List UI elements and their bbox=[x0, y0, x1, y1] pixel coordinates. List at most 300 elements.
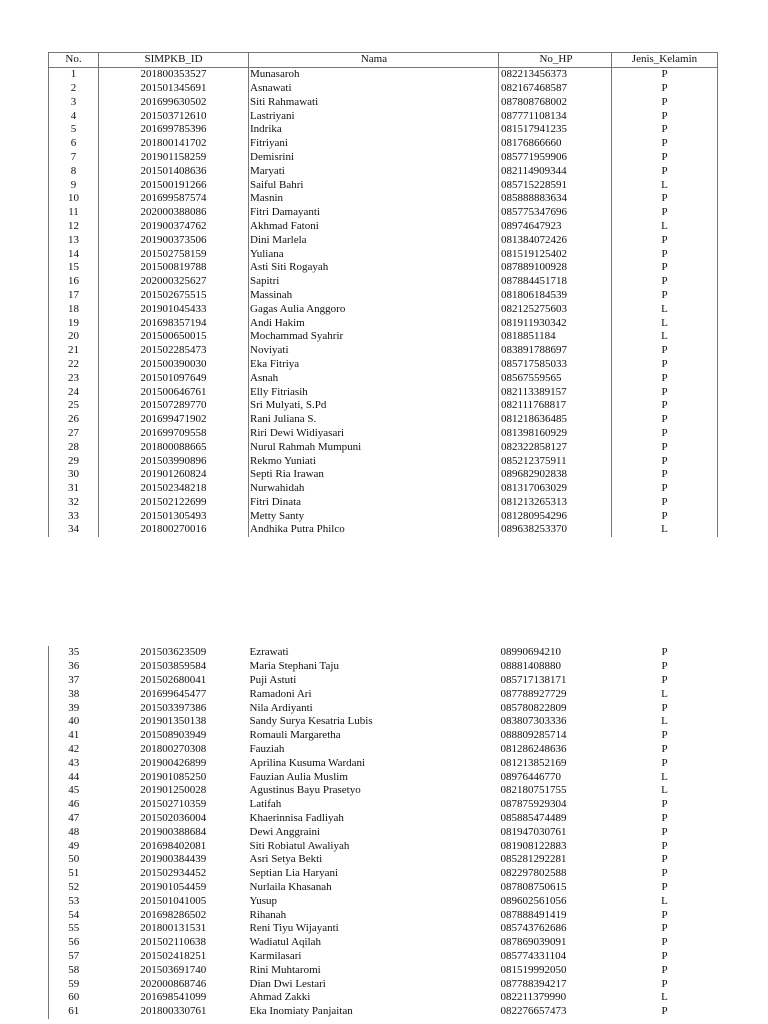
table-row bbox=[49, 220, 718, 234]
cell-nama: Siti Rahmawati bbox=[249, 95, 499, 109]
cell-no: 7 bbox=[49, 151, 99, 165]
table-row bbox=[49, 881, 718, 895]
cell-jenis-kelamin: P bbox=[661, 811, 668, 824]
cell-no-hp: 088809285714 bbox=[500, 729, 567, 742]
cell-no: 36 bbox=[49, 660, 99, 674]
cell-no-hp: 081911930342 bbox=[499, 316, 612, 330]
cell-no-hp: 081384072426 bbox=[499, 233, 612, 247]
cell-no-hp: 085774331104 bbox=[500, 949, 567, 962]
cell-no-hp: 081947030761 bbox=[500, 825, 567, 838]
cell-jenis-kelamin: P bbox=[661, 963, 668, 976]
table-row bbox=[49, 344, 718, 358]
cell-simpkb-id: 201502348218 bbox=[99, 482, 249, 496]
cell-jenis-kelamin: P bbox=[661, 701, 668, 714]
table-row bbox=[49, 67, 718, 81]
cell-nama: Asnawati bbox=[249, 82, 499, 96]
cell-no-hp: 087875929304 bbox=[500, 798, 567, 811]
table-row bbox=[49, 164, 718, 178]
cell-jenis-kelamin: P bbox=[612, 289, 718, 303]
cell-simpkb-id: 201500191266 bbox=[99, 178, 249, 192]
cell-no: 25 bbox=[49, 399, 99, 413]
cell-no-hp: 081519125402 bbox=[499, 247, 612, 261]
cell-nama: Nurlaila Khasanah bbox=[249, 880, 332, 893]
cell-jenis-kelamin: P bbox=[661, 756, 668, 769]
cell-no-hp: 085743762686 bbox=[500, 922, 567, 935]
table-row bbox=[49, 206, 718, 220]
cell-simpkb-id: 201502418251 bbox=[140, 949, 207, 962]
cell-no-hp: 081519992050 bbox=[500, 963, 567, 976]
cell-simpkb-id: 201800270016 bbox=[99, 523, 249, 537]
cell-jenis-kelamin: L bbox=[661, 991, 668, 1004]
cell-simpkb-id: 201901350138 bbox=[140, 715, 207, 728]
cell-nama: Metty Santy bbox=[249, 509, 499, 523]
cell-no: 56 bbox=[49, 936, 99, 950]
cell-simpkb-id: 201698357194 bbox=[99, 316, 249, 330]
cell-simpkb-id: 202000868746 bbox=[140, 977, 207, 990]
cell-jenis-kelamin: P bbox=[612, 233, 718, 247]
table-row bbox=[49, 770, 718, 784]
cell-simpkb-id: 201503712610 bbox=[99, 109, 249, 123]
cell-simpkb-id: 201500646761 bbox=[99, 385, 249, 399]
cell-no-hp: 081213852169 bbox=[500, 756, 567, 769]
table-row bbox=[49, 316, 718, 330]
cell-simpkb-id: 201502758159 bbox=[99, 247, 249, 261]
cell-nama: Fitri Damayanti bbox=[249, 206, 499, 220]
cell-simpkb-id: 201507289770 bbox=[99, 399, 249, 413]
cell-jenis-kelamin: P bbox=[661, 742, 668, 755]
cell-no-hp: 087869039091 bbox=[500, 936, 567, 949]
cell-no: 30 bbox=[49, 468, 99, 482]
cell-no-hp: 085888883634 bbox=[499, 192, 612, 206]
cell-jenis-kelamin: P bbox=[661, 880, 668, 893]
cell-simpkb-id: 201901260824 bbox=[99, 468, 249, 482]
cell-nama: Rekmo Yuniati bbox=[249, 454, 499, 468]
cell-simpkb-id: 201501408636 bbox=[99, 164, 249, 178]
cell-simpkb-id: 201699630502 bbox=[99, 95, 249, 109]
cell-jenis-kelamin: P bbox=[612, 496, 718, 510]
cell-nama: Demisrini bbox=[249, 151, 499, 165]
cell-no: 6 bbox=[49, 137, 99, 151]
cell-no: 52 bbox=[49, 881, 99, 895]
cell-no: 35 bbox=[49, 646, 99, 660]
table-row bbox=[49, 963, 718, 977]
cell-no: 21 bbox=[49, 344, 99, 358]
cell-jenis-kelamin: L bbox=[612, 220, 718, 234]
cell-simpkb-id: 201501097649 bbox=[99, 371, 249, 385]
cell-nama: Puji Astuti bbox=[249, 673, 297, 686]
cell-simpkb-id: 201900388684 bbox=[140, 825, 207, 838]
cell-nama: Siti Robiatul Awaliyah bbox=[249, 839, 350, 852]
cell-no-hp: 085775347696 bbox=[499, 206, 612, 220]
cell-simpkb-id: 201698402081 bbox=[140, 839, 207, 852]
cell-jenis-kelamin: P bbox=[612, 468, 718, 482]
table-row bbox=[49, 784, 718, 798]
cell-jenis-kelamin: P bbox=[612, 344, 718, 358]
cell-nama: Asti Siti Rogayah bbox=[249, 261, 499, 275]
table-row bbox=[49, 509, 718, 523]
cell-no: 3 bbox=[49, 95, 99, 109]
cell-no-hp: 081317063029 bbox=[499, 482, 612, 496]
cell-jenis-kelamin: P bbox=[612, 137, 718, 151]
cell-nama: Indrika bbox=[249, 123, 499, 137]
cell-no: 48 bbox=[49, 825, 99, 839]
cell-nama: Mochammad Syahrir bbox=[249, 330, 499, 344]
cell-simpkb-id: 201502110638 bbox=[140, 936, 207, 949]
cell-jenis-kelamin: P bbox=[612, 454, 718, 468]
cell-no-hp: 085715228591 bbox=[499, 178, 612, 192]
cell-no-hp: 081286248636 bbox=[500, 742, 567, 755]
cell-nama: Gagas Aulia Anggoro bbox=[249, 302, 499, 316]
table-row bbox=[49, 743, 718, 757]
cell-no-hp: 087884451718 bbox=[499, 275, 612, 289]
cell-nama: Saiful Bahri bbox=[249, 178, 499, 192]
cell-nama: Septian Lia Haryani bbox=[249, 867, 339, 880]
cell-no: 50 bbox=[49, 853, 99, 867]
cell-simpkb-id: 201501305493 bbox=[99, 509, 249, 523]
table-row bbox=[49, 454, 718, 468]
cell-jenis-kelamin: P bbox=[661, 1005, 668, 1018]
cell-no: 40 bbox=[49, 715, 99, 729]
cell-no: 49 bbox=[49, 839, 99, 853]
cell-simpkb-id: 201502675515 bbox=[99, 289, 249, 303]
cell-no: 19 bbox=[49, 316, 99, 330]
cell-no-hp: 081213265313 bbox=[499, 496, 612, 510]
cell-no: 57 bbox=[49, 950, 99, 964]
table-row bbox=[49, 440, 718, 454]
cell-nama: Maryati bbox=[249, 164, 499, 178]
header-jenis-kelamin: Jenis_Kelamin bbox=[612, 53, 718, 68]
cell-nama: Nurul Rahmah Mumpuni bbox=[249, 440, 499, 454]
cell-no: 41 bbox=[49, 729, 99, 743]
cell-nama: Nila Ardiyanti bbox=[249, 701, 313, 714]
cell-nama: Asnah bbox=[249, 371, 499, 385]
cell-no: 10 bbox=[49, 192, 99, 206]
cell-no: 46 bbox=[49, 798, 99, 812]
cell-nama: Sri Mulyati, S.Pd bbox=[249, 399, 499, 413]
table-row bbox=[49, 756, 718, 770]
cell-no-hp: 082114909344 bbox=[499, 164, 612, 178]
cell-simpkb-id: 201503691740 bbox=[140, 963, 207, 976]
cell-simpkb-id: 201901045433 bbox=[99, 302, 249, 316]
cell-no-hp: 082111768817 bbox=[499, 399, 612, 413]
cell-simpkb-id: 201699645477 bbox=[140, 687, 207, 700]
cell-jenis-kelamin: P bbox=[661, 977, 668, 990]
cell-no: 42 bbox=[49, 743, 99, 757]
cell-no: 4 bbox=[49, 109, 99, 123]
cell-no: 15 bbox=[49, 261, 99, 275]
table-row bbox=[49, 950, 718, 964]
cell-no-hp: 082322858127 bbox=[499, 440, 612, 454]
cell-simpkb-id: 201503859584 bbox=[140, 660, 207, 673]
cell-nama: Dewi Anggraini bbox=[249, 825, 321, 838]
table-row bbox=[49, 358, 718, 372]
cell-nama: Maria Stephani Taju bbox=[249, 660, 339, 673]
table-row bbox=[49, 867, 718, 881]
cell-no: 23 bbox=[49, 371, 99, 385]
cell-simpkb-id: 201508903949 bbox=[140, 729, 207, 742]
table-row bbox=[49, 109, 718, 123]
table-row bbox=[49, 371, 718, 385]
cell-no-hp: 085780822809 bbox=[500, 701, 567, 714]
cell-no-hp: 08990694210 bbox=[500, 646, 561, 659]
cell-no: 33 bbox=[49, 509, 99, 523]
table-row bbox=[49, 192, 718, 206]
cell-nama: Fitri Dinata bbox=[249, 496, 499, 510]
cell-nama: Septi Ria Irawan bbox=[249, 468, 499, 482]
cell-no: 17 bbox=[49, 289, 99, 303]
header-simpkb-id: SIMPKB_ID bbox=[99, 53, 249, 68]
table-row bbox=[49, 646, 718, 660]
cell-no-hp: 083807303336 bbox=[500, 715, 567, 728]
cell-no-hp: 087771108134 bbox=[499, 109, 612, 123]
cell-no-hp: 081806184539 bbox=[499, 289, 612, 303]
cell-simpkb-id: 201800141702 bbox=[99, 137, 249, 151]
cell-jenis-kelamin: P bbox=[661, 908, 668, 921]
cell-no-hp: 081398160929 bbox=[499, 427, 612, 441]
table-row bbox=[49, 523, 718, 537]
cell-simpkb-id: 201800353527 bbox=[99, 67, 249, 81]
cell-nama: Dini Marlela bbox=[249, 233, 499, 247]
cell-nama: Ezrawati bbox=[249, 646, 289, 659]
cell-no: 24 bbox=[49, 385, 99, 399]
cell-jenis-kelamin: P bbox=[661, 673, 668, 686]
cell-jenis-kelamin: P bbox=[661, 867, 668, 880]
cell-no-hp: 085281292281 bbox=[500, 853, 567, 866]
cell-no-hp: 08176866660 bbox=[499, 137, 612, 151]
cell-no-hp: 085885474489 bbox=[500, 811, 567, 824]
cell-no: 14 bbox=[49, 247, 99, 261]
cell-no: 58 bbox=[49, 963, 99, 977]
header-no-hp: No_HP bbox=[499, 53, 612, 68]
cell-simpkb-id: 202000388086 bbox=[99, 206, 249, 220]
cell-jenis-kelamin: L bbox=[661, 894, 668, 907]
cell-simpkb-id: 201900384439 bbox=[140, 853, 207, 866]
cell-simpkb-id: 201500650015 bbox=[99, 330, 249, 344]
cell-jenis-kelamin: P bbox=[612, 399, 718, 413]
cell-simpkb-id: 201503397386 bbox=[140, 701, 207, 714]
table-row bbox=[49, 715, 718, 729]
cell-nama: Rani Juliana S. bbox=[249, 413, 499, 427]
cell-jenis-kelamin: P bbox=[661, 798, 668, 811]
header-nama: Nama bbox=[249, 53, 499, 68]
cell-nama: Dian Dwi Lestari bbox=[249, 977, 326, 990]
cell-jenis-kelamin: P bbox=[612, 151, 718, 165]
cell-nama: Nurwahidah bbox=[249, 482, 499, 496]
cell-no: 59 bbox=[49, 977, 99, 991]
cell-jenis-kelamin: P bbox=[661, 936, 668, 949]
cell-no-hp: 08881408880 bbox=[500, 660, 561, 673]
table-row bbox=[49, 798, 718, 812]
cell-simpkb-id: 201502934452 bbox=[140, 867, 207, 880]
cell-no: 16 bbox=[49, 275, 99, 289]
cell-jenis-kelamin: L bbox=[612, 302, 718, 316]
table-row bbox=[49, 289, 718, 303]
cell-simpkb-id: 201699587574 bbox=[99, 192, 249, 206]
table-row bbox=[49, 275, 718, 289]
cell-jenis-kelamin: P bbox=[612, 164, 718, 178]
cell-no-hp: 08567559565 bbox=[499, 371, 612, 385]
cell-jenis-kelamin: L bbox=[661, 784, 668, 797]
table-row bbox=[49, 178, 718, 192]
cell-simpkb-id: 201800270308 bbox=[140, 742, 207, 755]
cell-no: 38 bbox=[49, 687, 99, 701]
cell-no-hp: 082211379990 bbox=[500, 991, 567, 1004]
cell-nama: Andi Hakim bbox=[249, 316, 499, 330]
cell-no: 26 bbox=[49, 413, 99, 427]
cell-jenis-kelamin: P bbox=[661, 853, 668, 866]
cell-nama: Aprilina Kusuma Wardani bbox=[249, 756, 366, 769]
cell-no-hp: 087808768002 bbox=[499, 95, 612, 109]
cell-jenis-kelamin: P bbox=[612, 67, 718, 81]
cell-nama: Khaerinnisa Fadliyah bbox=[249, 811, 344, 824]
table-row bbox=[49, 137, 718, 151]
cell-no: 45 bbox=[49, 784, 99, 798]
cell-jenis-kelamin: P bbox=[661, 839, 668, 852]
cell-simpkb-id: 201502285473 bbox=[99, 344, 249, 358]
table-row bbox=[49, 839, 718, 853]
cell-nama: Ahmad Zakki bbox=[249, 991, 311, 1004]
cell-no: 43 bbox=[49, 756, 99, 770]
cell-no-hp: 081218636485 bbox=[499, 413, 612, 427]
cell-no: 2 bbox=[49, 82, 99, 96]
cell-nama: Massinah bbox=[249, 289, 499, 303]
cell-simpkb-id: 201901158259 bbox=[99, 151, 249, 165]
cell-no: 39 bbox=[49, 701, 99, 715]
cell-nama: Asri Setya Bekti bbox=[249, 853, 323, 866]
cell-simpkb-id: 201698286502 bbox=[140, 908, 207, 921]
cell-nama: Rihanah bbox=[249, 908, 287, 921]
table-row bbox=[49, 413, 718, 427]
cell-jenis-kelamin: L bbox=[612, 178, 718, 192]
cell-jenis-kelamin: P bbox=[661, 922, 668, 935]
cell-no: 53 bbox=[49, 894, 99, 908]
cell-jenis-kelamin: P bbox=[612, 247, 718, 261]
table-row bbox=[49, 385, 718, 399]
cell-no: 31 bbox=[49, 482, 99, 496]
cell-simpkb-id: 201502710359 bbox=[140, 798, 207, 811]
cell-nama: Masnin bbox=[249, 192, 499, 206]
cell-jenis-kelamin: L bbox=[661, 715, 668, 728]
cell-simpkb-id: 201502122699 bbox=[99, 496, 249, 510]
cell-no-hp: 081280954296 bbox=[499, 509, 612, 523]
cell-simpkb-id: 201503623509 bbox=[140, 646, 207, 659]
cell-no-hp: 083891788697 bbox=[499, 344, 612, 358]
table-row bbox=[49, 922, 718, 936]
cell-simpkb-id: 201900426899 bbox=[140, 756, 207, 769]
cell-nama: Rini Muhtaromi bbox=[249, 963, 321, 976]
cell-no: 51 bbox=[49, 867, 99, 881]
table-row bbox=[49, 468, 718, 482]
participant-table-page-2 bbox=[48, 646, 718, 1019]
cell-jenis-kelamin: L bbox=[612, 330, 718, 344]
cell-simpkb-id: 201502036004 bbox=[140, 811, 207, 824]
table-row bbox=[49, 894, 718, 908]
cell-simpkb-id: 201699709558 bbox=[99, 427, 249, 441]
cell-nama: Sapitri bbox=[249, 275, 499, 289]
cell-nama: Fauziah bbox=[249, 742, 285, 755]
cell-simpkb-id: 201900374762 bbox=[99, 220, 249, 234]
cell-no-hp: 087889100928 bbox=[499, 261, 612, 275]
cell-simpkb-id: 201800088665 bbox=[99, 440, 249, 454]
cell-no: 61 bbox=[49, 1005, 99, 1019]
cell-nama: Sandy Surya Kesatria Lubis bbox=[249, 715, 373, 728]
cell-simpkb-id: 201501345691 bbox=[99, 82, 249, 96]
cell-nama: Elly Fitriasih bbox=[249, 385, 499, 399]
cell-nama: Yuliana bbox=[249, 247, 499, 261]
cell-nama: Fitriyani bbox=[249, 137, 499, 151]
cell-no: 44 bbox=[49, 770, 99, 784]
cell-jenis-kelamin: P bbox=[612, 275, 718, 289]
cell-no: 22 bbox=[49, 358, 99, 372]
cell-no: 37 bbox=[49, 674, 99, 688]
cell-no-hp: 082297802588 bbox=[500, 867, 567, 880]
cell-nama: Reni Tiyu Wijayanti bbox=[249, 922, 339, 935]
cell-simpkb-id: 201901054459 bbox=[140, 880, 207, 893]
cell-jenis-kelamin: P bbox=[612, 427, 718, 441]
cell-no-hp: 085212375911 bbox=[499, 454, 612, 468]
cell-simpkb-id: 201900373506 bbox=[99, 233, 249, 247]
table-row bbox=[49, 991, 718, 1005]
cell-no-hp: 081517941235 bbox=[499, 123, 612, 137]
cell-no-hp: 085771959906 bbox=[499, 151, 612, 165]
cell-no: 18 bbox=[49, 302, 99, 316]
table-row bbox=[49, 261, 718, 275]
cell-jenis-kelamin: P bbox=[661, 729, 668, 742]
cell-nama: Wadiatul Aqilah bbox=[249, 936, 322, 949]
cell-no: 47 bbox=[49, 812, 99, 826]
cell-nama: Akhmad Fatoni bbox=[249, 220, 499, 234]
table-row bbox=[49, 95, 718, 109]
cell-jenis-kelamin: P bbox=[612, 95, 718, 109]
cell-no: 32 bbox=[49, 496, 99, 510]
cell-no-hp: 087888491419 bbox=[500, 908, 567, 921]
cell-nama: Eka Fitriya bbox=[249, 358, 499, 372]
cell-no-hp: 089602561056 bbox=[500, 894, 567, 907]
table-row bbox=[49, 687, 718, 701]
cell-simpkb-id: 201699785396 bbox=[99, 123, 249, 137]
cell-nama: Eka Inomiaty Panjaitan bbox=[249, 1005, 353, 1018]
cell-no: 34 bbox=[49, 523, 99, 537]
cell-jenis-kelamin: P bbox=[661, 949, 668, 962]
cell-no: 1 bbox=[49, 67, 99, 81]
cell-no-hp: 087788927729 bbox=[500, 687, 567, 700]
cell-no-hp: 08976446770 bbox=[500, 770, 561, 783]
cell-simpkb-id: 201698541099 bbox=[140, 991, 207, 1004]
table-row bbox=[49, 660, 718, 674]
table-row bbox=[49, 482, 718, 496]
cell-no: 8 bbox=[49, 164, 99, 178]
cell-jenis-kelamin: P bbox=[612, 261, 718, 275]
cell-no-hp: 082125275603 bbox=[499, 302, 612, 316]
table-row bbox=[49, 151, 718, 165]
cell-jenis-kelamin: P bbox=[612, 385, 718, 399]
cell-jenis-kelamin: P bbox=[661, 660, 668, 673]
cell-no: 13 bbox=[49, 233, 99, 247]
cell-no: 28 bbox=[49, 440, 99, 454]
cell-nama: Noviyati bbox=[249, 344, 499, 358]
table-header-row bbox=[49, 53, 718, 68]
cell-no: 12 bbox=[49, 220, 99, 234]
cell-nama: Lastriyani bbox=[249, 109, 499, 123]
cell-simpkb-id: 201901250028 bbox=[140, 784, 207, 797]
table-row bbox=[49, 82, 718, 96]
table-row bbox=[49, 123, 718, 137]
table-row bbox=[49, 1005, 718, 1019]
cell-simpkb-id: 201503990896 bbox=[99, 454, 249, 468]
cell-nama: Munasaroh bbox=[249, 67, 499, 81]
cell-jenis-kelamin: P bbox=[612, 206, 718, 220]
cell-no-hp: 081908122883 bbox=[500, 839, 567, 852]
